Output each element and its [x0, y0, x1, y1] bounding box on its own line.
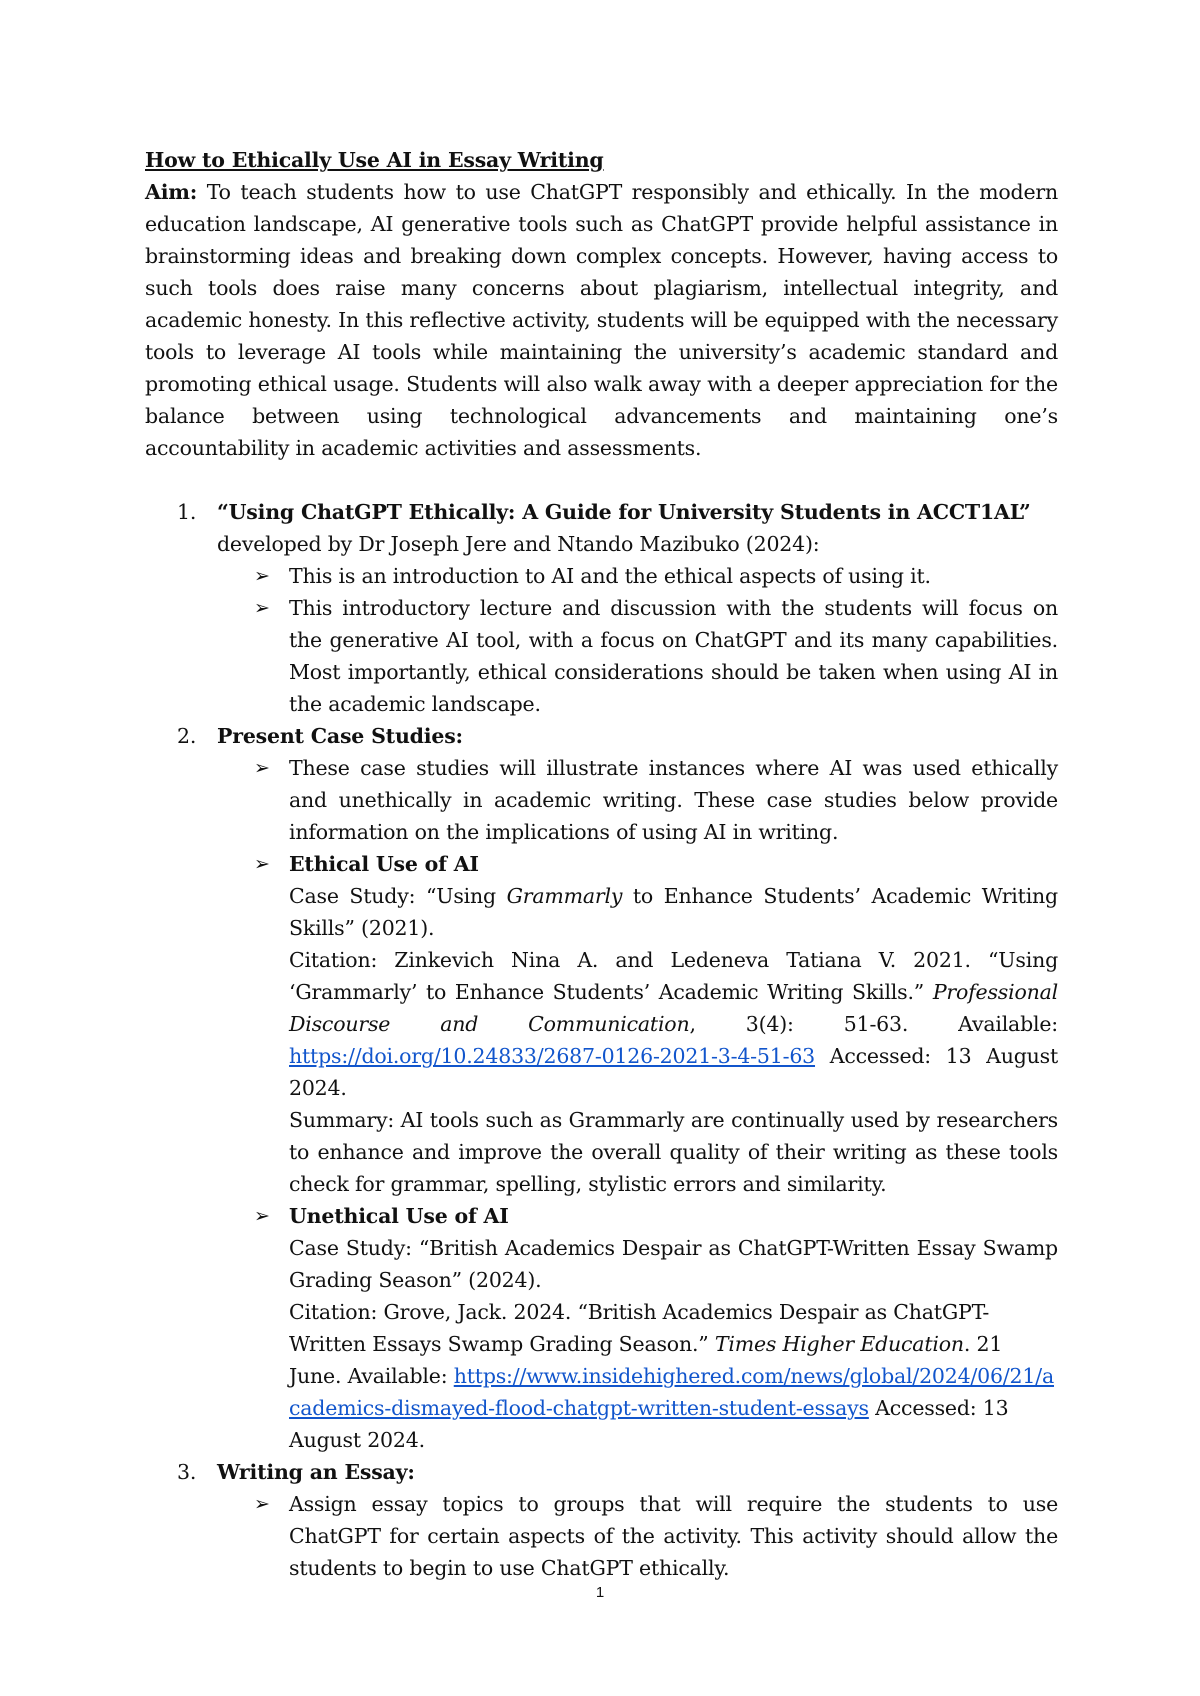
- aim-text: To teach students how to use ChatGPT responsibly and ethically. In the modern education landscape, AI generative tools such as ChatGPT provide helpful assistance in brainstorming ideas and breaking down complex concepts. However, having access to such tools does raise many concerns about plagiarism, intellectual integrity, and academic honesty. In this reflective activity, students will be equipped with the necessary tools to leverage AI tools while maintaining the university’s academic standard and promoting ethical usage. Students will also walk away with a deeper appreciation for the balance between using technological advancements and maintaining one’s accountability in academic activities and assessments.: [145, 180, 1058, 460]
- aim-label: Aim:: [145, 180, 198, 204]
- unethical-case-study: Case Study: “British Academics Despair as ChatGPT-Written Essay Swamp Grading Season” (2024).: [289, 1236, 1058, 1292]
- bullet-item: [145, 592, 1058, 720]
- section-number: 2.: [177, 724, 197, 748]
- bullet-item: [145, 560, 1058, 592]
- unethical-citation: [289, 1296, 1058, 1456]
- citation-text: , 3(4): 51-63. Available:: [689, 1012, 1058, 1036]
- accessed-date: Accessed: 13 August 2024.: [289, 1396, 1009, 1452]
- citation-text: Citation: Grove, Jack. 2024. “British Academics Despair as ChatGPT-Written Essays Swamp Grading Season.”: [289, 1300, 990, 1356]
- case-study-text: to Enhance Students’ Academic Writing Skills” (2021).: [289, 884, 1058, 940]
- section-number: 3.: [177, 1460, 197, 1484]
- arrowhead-bullet-icon: ➢: [254, 757, 270, 779]
- ethical-use-heading: Ethical Use of AI: [289, 852, 479, 876]
- citation-journal: Professional Discourse and Communication: [289, 980, 1058, 1036]
- arrowhead-bullet-icon: ➢: [254, 1205, 270, 1227]
- section-title: Writing an Essay:: [217, 1460, 415, 1484]
- case-study-text: Case Study: “Using: [289, 884, 507, 908]
- case-study-emphasis: Grammarly: [506, 884, 623, 908]
- section-2: [145, 720, 1058, 752]
- unethical-use-block: [145, 1200, 1058, 1456]
- citation-text: . 21 June. Available:: [289, 1332, 1003, 1388]
- bullet-item: [145, 752, 1058, 848]
- accessed-date: Accessed: 13 August 2024.: [289, 1044, 1058, 1100]
- bullet-item: [145, 1488, 1058, 1584]
- aim-paragraph: [145, 176, 1058, 464]
- arrowhead-bullet-icon: ➢: [254, 1493, 270, 1515]
- unethical-use-heading: Unethical Use of AI: [289, 1204, 509, 1228]
- bullet-text: Assign essay topics to groups that will require the students to use ChatGPT for certain aspects of the activity. This activity should allow the students to begin to use ChatGPT ethically.: [289, 1492, 1058, 1580]
- section-number: 1.: [177, 500, 197, 524]
- document-title: How to Ethically Use AI in Essay Writing: [145, 148, 604, 172]
- arrowhead-bullet-icon: ➢: [254, 597, 270, 619]
- ethical-case-study: [289, 880, 1058, 944]
- bullet-text: This introductory lecture and discussion with the students will focus on the generative AI tool, with a focus on ChatGPT and its many capabilities. Most importantly, ethical considerations should be taken when using AI in the academic landscape.: [289, 596, 1058, 716]
- ethical-citation-link[interactable]: https://doi.org/10.24833/2687-0126-2021-3-4-51-63: [289, 1044, 816, 1068]
- arrowhead-bullet-icon: ➢: [254, 565, 270, 587]
- section-title: Present Case Studies:: [217, 724, 463, 748]
- section-3: [145, 1456, 1058, 1488]
- bullet-text: These case studies will illustrate instances where AI was used ethically and unethically in academic writing. These case studies below provide information on the implications of using AI in writing.: [289, 756, 1058, 844]
- citation-publication: Times Higher Education: [714, 1332, 964, 1356]
- ethical-summary: Summary: AI tools such as Grammarly are continually used by researchers to enhance and improve the overall quality of their writing as these tools check for grammar, spelling, stylistic errors and similarity.: [289, 1108, 1058, 1196]
- ethical-citation: [289, 944, 1058, 1104]
- unethical-citation-link[interactable]: https://www.insidehighered.com/news/global/2024/06/21/academics-dismayed-flood-chatgpt-written-student-essays: [289, 1364, 1054, 1420]
- section-1: [145, 496, 1058, 560]
- bullet-text: This is an introduction to AI and the ethical aspects of using it.: [289, 564, 931, 588]
- document-body: [145, 144, 1058, 1584]
- spacer: [145, 464, 1058, 496]
- section-subtitle: developed by Dr Joseph Jere and Ntando Mazibuko (2024):: [217, 532, 820, 556]
- ethical-use-block: [145, 848, 1058, 1200]
- citation-text: Citation: Zinkevich Nina A. and Ledeneva Tatiana V. 2021. “Using ‘Grammarly’ to Enhance Students’ Academic Writing Skills.”: [289, 948, 1058, 1004]
- section-title: “Using ChatGPT Ethically: A Guide for University Students in ACCT1AL”: [217, 500, 1031, 524]
- page-number: 1: [595, 1584, 605, 1601]
- arrowhead-bullet-icon: ➢: [254, 853, 270, 875]
